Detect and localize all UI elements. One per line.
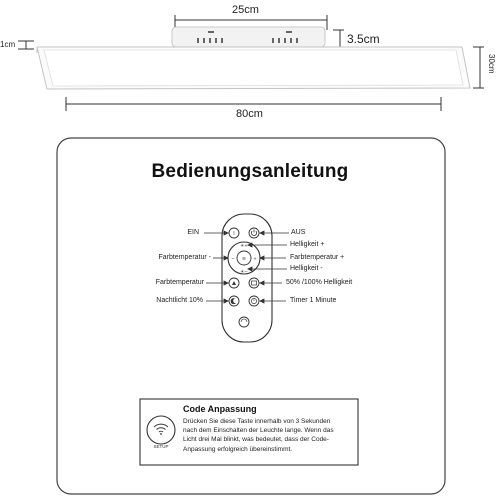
panel-face	[44, 50, 463, 86]
half-full-brightness-icon	[249, 278, 259, 288]
driver-box	[172, 27, 325, 47]
top-width-label: 25cm	[232, 4, 259, 16]
label-off: AUS	[291, 229, 306, 236]
thickness-label: 1cm	[0, 40, 16, 49]
svg-text:I: I	[233, 231, 235, 238]
code-box-line: nach dem Einschalten der Leuchte lange. Wenn das	[183, 427, 334, 435]
remote-setup-icon	[239, 317, 249, 327]
svg-text:+: +	[253, 257, 257, 262]
label-timer: Timer 1 Minute	[290, 297, 337, 304]
driver-height-label: 3.5cm	[347, 32, 380, 46]
code-box-line: Anpassung erfolgreich übereinstimmt.	[183, 445, 293, 453]
setup-button-icon	[147, 416, 175, 444]
depth-label: 30cm	[487, 54, 496, 74]
label-color-temp-plus: Farbtemperatur +	[290, 254, 345, 261]
manual-title: Bedienungsanleitung	[151, 161, 349, 182]
svg-text:≋: ≋	[241, 256, 247, 262]
label-nightlight: Nachtlicht 10%	[156, 297, 203, 304]
svg-text:−: −	[231, 257, 235, 262]
label-on: EIN	[187, 229, 199, 236]
code-box-line: Drücken Sie diese Taste innerhalb von 3 Sekunden	[183, 418, 331, 425]
label-brightness-50-100: 50% /100% Helligkeit	[286, 279, 353, 286]
svg-text:☀+: ☀+	[240, 244, 248, 249]
label-color-temp-minus: Farbtemperatur -	[158, 254, 211, 261]
label-brightness-up: Helligkeit +	[290, 241, 325, 248]
nightlight-icon	[229, 296, 239, 306]
label-brightness-down: Helligkeit -	[290, 265, 323, 272]
label-color-temp: Farbtemperatur	[155, 279, 204, 286]
length-label: 80cm	[236, 108, 263, 120]
setup-icon-label: SETUP	[153, 444, 169, 449]
code-box-text	[183, 417, 355, 454]
code-box-line: Licht drei Mal blinkt, was bedeutet, dass der Code-	[183, 436, 329, 444]
svg-text:☀−: ☀−	[240, 270, 248, 275]
code-box-title: Code Anpassung	[183, 404, 257, 414]
